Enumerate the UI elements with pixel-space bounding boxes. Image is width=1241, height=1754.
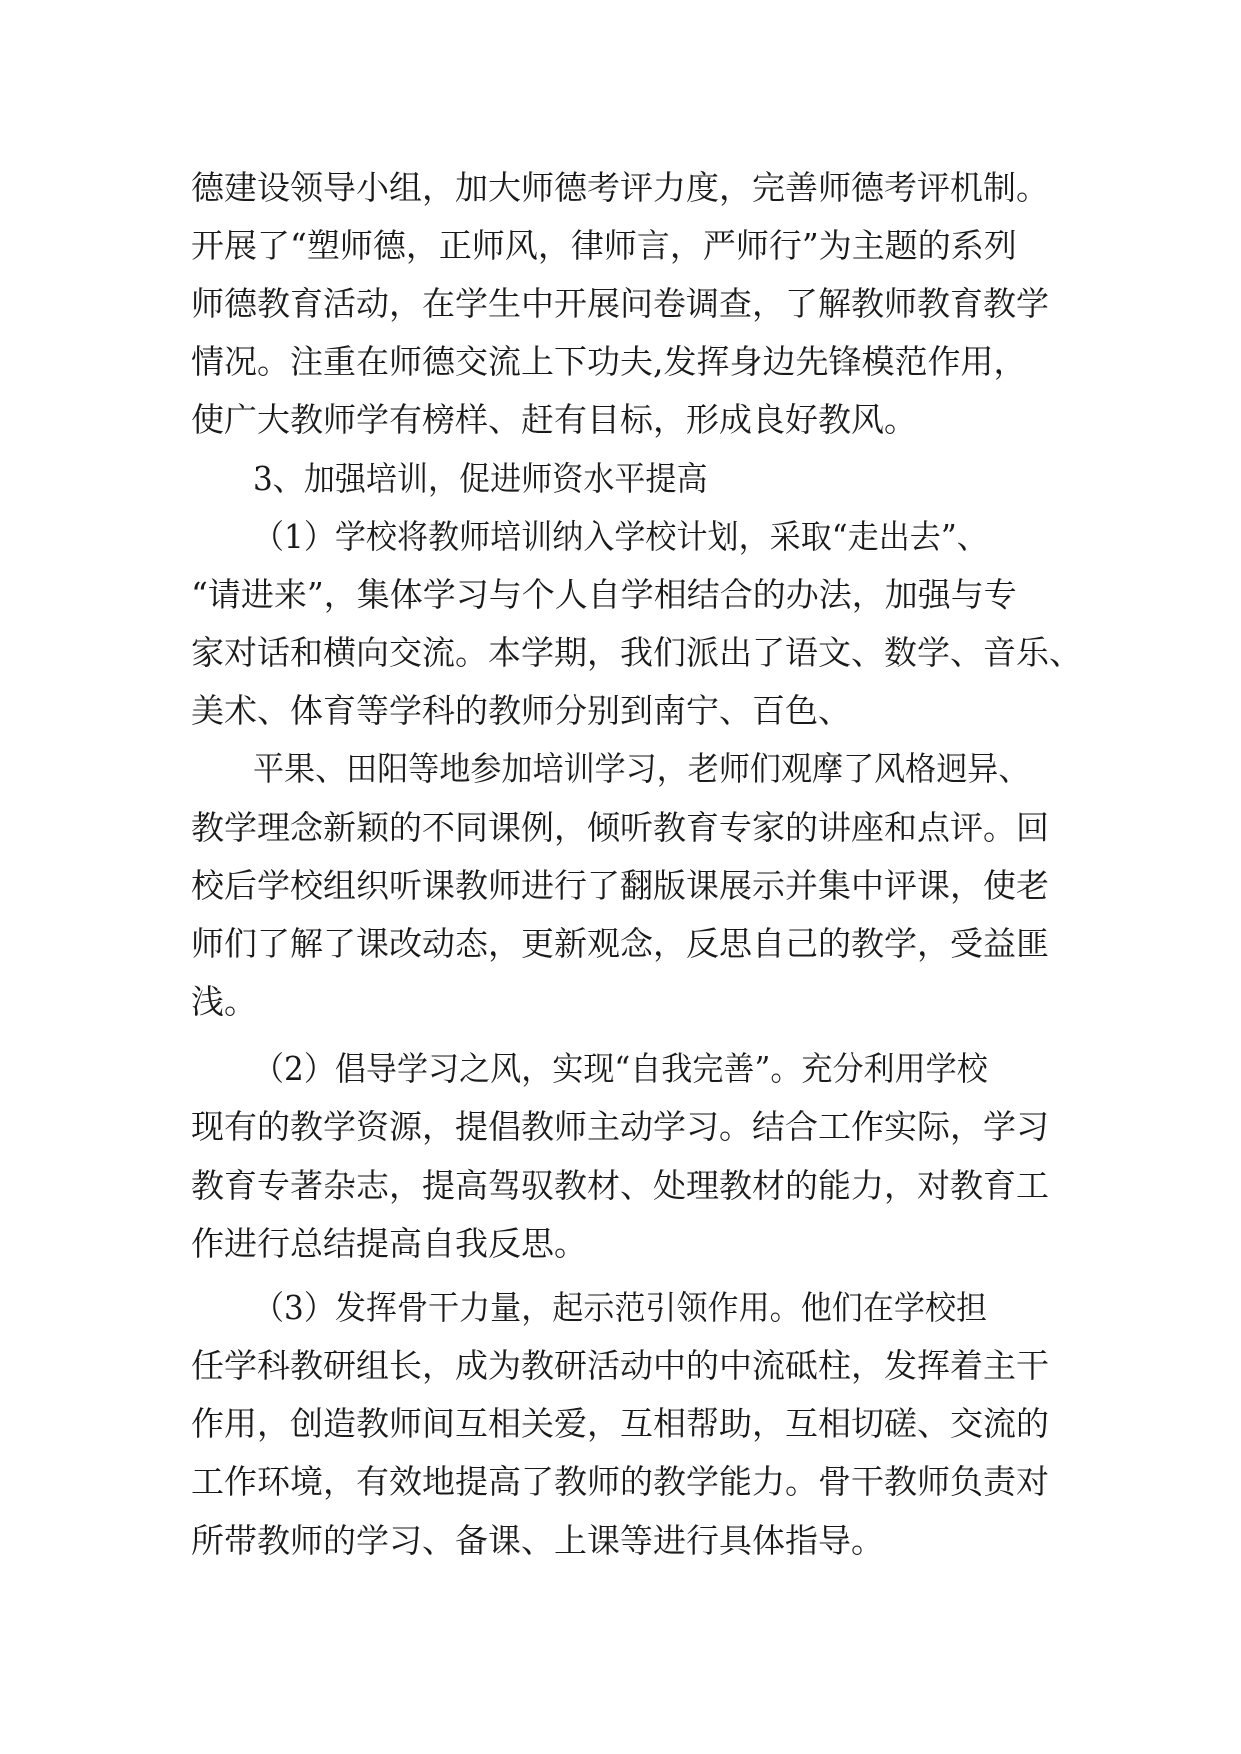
text-line: 师们了解了课改动态，更新观念，反思自己的教学，受益匪 [191, 924, 1049, 963]
text-line: 所带教师的学习、备课、上课等进行具体指导。 [191, 1521, 884, 1560]
text-line: 工作环境，有效地提高了教师的教学能力。骨干教师负责对 [191, 1462, 1049, 1501]
text-line: 校后学校组织听课教师进行了翻版课展示并集中评课，使老 [191, 866, 1049, 905]
text-line: 作用，创造教师间互相关爱，互相帮助，互相切磋、交流的 [191, 1404, 1049, 1443]
text-line: 平果、田阳等地参加培训学习，老师们观摩了风格迥异、 [253, 749, 1030, 788]
text-line: 任学科教研组长，成为教研活动中的中流砥柱，发挥着主干 [191, 1346, 1049, 1385]
text-line: 家对话和横向交流。本学期，我们派出了语文、数学、音乐、 [191, 633, 1082, 672]
text-line: 现有的教学资源，提倡教师主动学习。结合工作实际，学习 [191, 1107, 1049, 1146]
text-line: 开展了“塑师德，正师风，律师言，严师行”为主题的系列 [191, 226, 1017, 265]
text-line: （3）发挥骨干力量，起示范引领作用。他们在学校担 [253, 1288, 988, 1327]
text-line: 德建设领导小组，加大师德考评力度，完善师德考评机制。 [191, 168, 1049, 207]
text-line: “请进来”，集体学习与个人自学相结合的办法，加强与专 [191, 575, 1017, 614]
text-line: 浅。 [191, 982, 257, 1021]
text-line: 教学理念新颖的不同课例，倾听教育专家的讲座和点评。回 [191, 808, 1049, 847]
text-line: 教育专著杂志，提高驾驭教材、处理教材的能力，对教育工 [191, 1166, 1049, 1205]
section-heading: 3、加强培训，促进师资水平提高 [253, 459, 708, 498]
text-line: 作进行总结提高自我反思。 [191, 1224, 587, 1263]
text-line: （2）倡导学习之风，实现“自我完善”。充分利用学校 [253, 1049, 988, 1088]
text-line: （1）学校将教师培训纳入学校计划，采取“走出去”、 [253, 517, 988, 556]
text-line: 使广大教师学有榜样、赶有目标，形成良好教风。 [191, 400, 917, 439]
text-line: 情况。注重在师德交流上下功夫,发挥身边先锋模范作用， [191, 342, 1027, 381]
text-line: 师德教育活动，在学生中开展问卷调查，了解教师教育教学 [191, 284, 1049, 323]
text-line: 美术、体育等学科的教师分别到南宁、百色、 [191, 691, 851, 730]
